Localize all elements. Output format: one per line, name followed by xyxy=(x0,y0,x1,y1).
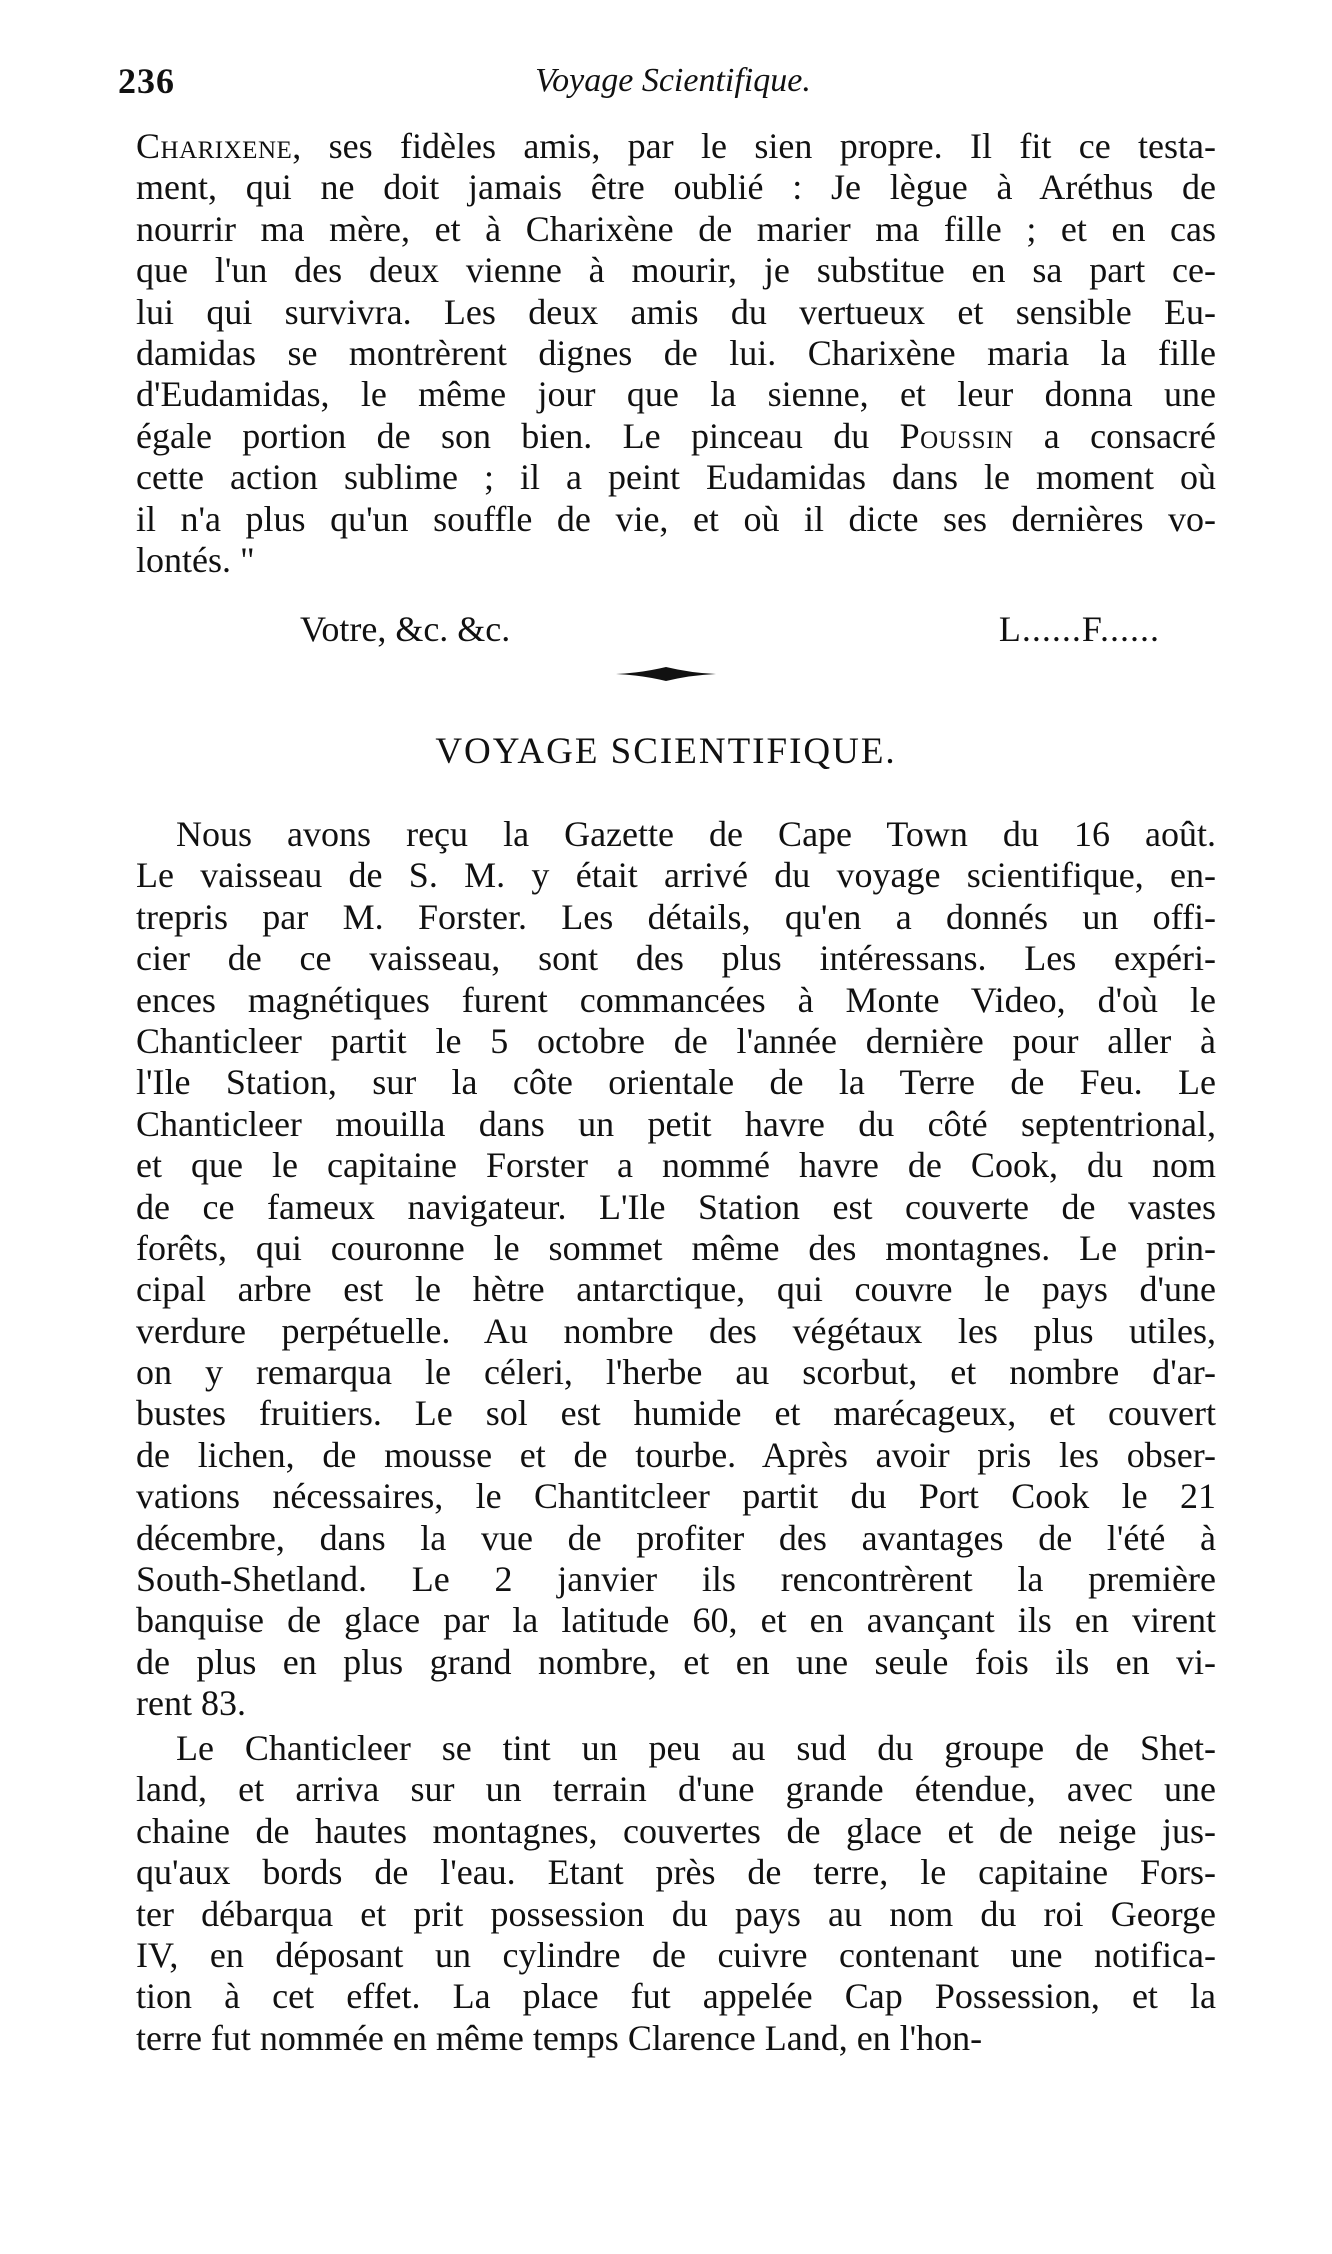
text-line: bustes fruitiers. Le sol est humide et marécageux, et couvert xyxy=(136,1393,1216,1434)
page-header xyxy=(118,60,1228,110)
text-line: lontés. " xyxy=(136,539,255,580)
text-line: damidas se montrèrent dignes de lui. Charixène maria la fille xyxy=(136,332,1216,373)
text-line: land, et arriva sur un terrain d'une grande étendue, avec une xyxy=(136,1769,1216,1810)
text-line: cipal arbre est le hètre antarctique, qui couvre le pays d'une xyxy=(136,1269,1216,1310)
text-line: de ce fameux navigateur. L'Ile Station est couverte de vastes xyxy=(136,1186,1216,1227)
article-paragraph-2 xyxy=(136,1728,1216,2059)
article-paragraph-1 xyxy=(136,814,1216,1725)
text-line: et que le capitaine Forster a nommé havre de Cook, du nom xyxy=(136,1145,1216,1186)
text-line: forêts, qui couronne le sommet même des montagnes. Le prin- xyxy=(136,1227,1216,1268)
text-line: ment, qui ne doit jamais être oublié : Je lègue à Aréthus de xyxy=(136,167,1216,208)
text-line: ter débarqua et prit possession du pays au nom du roi George xyxy=(136,1893,1216,1934)
text-line: nourrir ma mère, et à Charixène de marier ma fille ; et en cas xyxy=(136,208,1216,249)
text-line: verdure perpétuelle. Au nombre des végétaux les plus utiles, xyxy=(136,1310,1216,1351)
text-line: de lichen, de mousse et de tourbe. Après avoir pris les obser- xyxy=(136,1434,1216,1475)
text-line: vations nécessaires, le Chantitcleer partit du Port Cook le 21 xyxy=(136,1476,1216,1517)
text-line: cier de ce vaisseau, sont des plus intéressans. Les expéri- xyxy=(136,938,1216,979)
letter-signature xyxy=(300,608,1160,652)
author-initials: L......F...... xyxy=(998,609,1160,649)
text-line: chaine de hautes montagnes, couvertes de glace et de neige jus- xyxy=(136,1810,1216,1851)
text-line: IV, en déposant un cylindre de cuivre contenant une notifica- xyxy=(136,1934,1216,1975)
letter-text xyxy=(136,126,1216,581)
text-line: que l'un des deux vienne à mourir, je substitue en sa part ce- xyxy=(136,250,1216,291)
text-line: lui qui survivra. Les deux amis du vertueux et sensible Eu- xyxy=(136,291,1216,332)
text-line: cette action sublime ; il a peint Eudamidas dans le moment où xyxy=(136,457,1216,498)
closing-phrase: Votre, &c. &c. xyxy=(300,609,511,649)
text-line: rent 83. xyxy=(136,1683,246,1724)
text-line: terre fut nommée en même temps Clarence Land, en l'hon- xyxy=(136,2017,983,2058)
small-caps-name: Charixene xyxy=(136,126,293,166)
text-line: qu'aux bords de l'eau. Etant près de terre, le capitaine Fors- xyxy=(136,1852,1216,1893)
text-line: on y remarqua le céleri, l'herbe au scorbut, et nombre d'ar- xyxy=(136,1352,1216,1393)
text-line: de plus en plus grand nombre, et en une seule fois ils en vi- xyxy=(136,1641,1216,1682)
text-line: l'Ile Station, sur la côte orientale de la Terre de Feu. Le xyxy=(136,1062,1216,1103)
page-number: 236 xyxy=(118,61,175,101)
text-line: Chanticleer mouilla dans un petit havre du côté septentrional, xyxy=(136,1103,1216,1144)
text-line: Charixene, ses fidèles amis, par le sien propre. Il fit ce testa- xyxy=(136,126,1216,166)
text-line: banquise de glace par la latitude 60, et en avançant ils en virent xyxy=(136,1600,1216,1641)
running-title: Voyage Scientifique. xyxy=(535,62,811,99)
small-caps-name: Poussin xyxy=(899,415,1014,456)
section-title: VOYAGE SCIENTIFIQUE. xyxy=(435,731,897,772)
section-divider-ornament xyxy=(616,662,716,686)
text-line: il n'a plus qu'un souffle de vie, et où il dicte ses dernières vo- xyxy=(136,498,1216,539)
text-line: South-Shetland. Le 2 janvier ils rencontrèrent la première xyxy=(136,1559,1216,1600)
text-line: trepris par M. Forster. Les détails, qu'en a donnés un offi- xyxy=(136,896,1216,937)
text-line: ences magnétiques furent commancées à Monte Video, d'où le xyxy=(136,979,1216,1020)
text-line: décembre, dans la vue de profiter des avantages de l'été à xyxy=(136,1517,1216,1558)
text-line: Nous avons reçu la Gazette de Cape Town du 16 août. xyxy=(176,814,1216,854)
text-line: égale portion de son bien. Le pinceau du Poussin a consacré xyxy=(136,415,1217,456)
text-line: Le Chanticleer se tint un peu au sud du groupe de Shet- xyxy=(176,1728,1216,1768)
text-line: tion à cet effet. La place fut appelée Cap Possession, et la xyxy=(136,1976,1216,2017)
text-line: d'Eudamidas, le même jour que la sienne, et leur donna une xyxy=(136,374,1216,415)
text-line: Chanticleer partit le 5 octobre de l'année dernière pour aller à xyxy=(136,1020,1216,1061)
text-line: Le vaisseau de S. M. y était arrivé du voyage scientifique, en- xyxy=(136,855,1216,896)
